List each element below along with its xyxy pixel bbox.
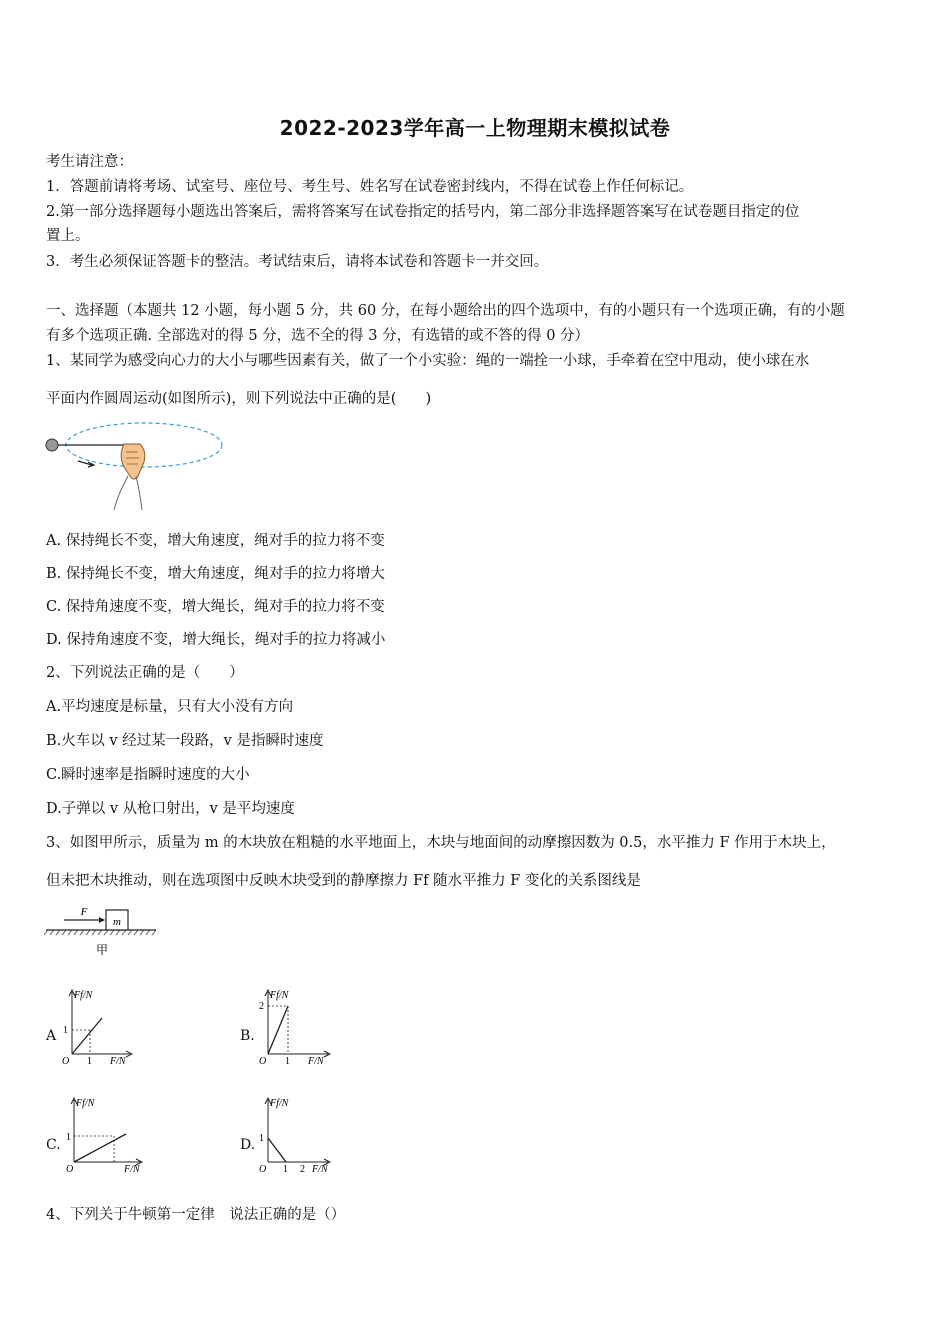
q3-option-d-letter: D.	[240, 1137, 256, 1153]
q2-option-d: D.子弹以 v 从枪口射出，v 是平均速度	[46, 801, 295, 817]
x-axis-label: F/N	[110, 1056, 126, 1067]
q1-figure-hand-ball	[40, 418, 230, 516]
q3-graph-b	[256, 986, 346, 1068]
q1-option-c: C. 保持角速度不变，增大绳长，绳对手的拉力将不变	[46, 599, 385, 615]
block-label: m	[113, 916, 121, 928]
q3-graph-c	[60, 1094, 156, 1176]
figure-caption: 甲	[95, 943, 109, 957]
q3-stem-line2: 但未把木块推动，则在选项图中反映木块受到的静摩擦力 Ff 随水平推力 F 变化的关系图线是	[46, 873, 641, 889]
q3-graph-a	[58, 986, 148, 1068]
section-heading-line1: 一、选择题（本题共 12 小题，每小题 5 分，共 60 分，在每小题给出的四个选项中，有的小题只有一个选项正确，有的小题	[46, 303, 845, 319]
y-axis-label: Ff/N	[76, 1098, 95, 1109]
x-axis-label: F/N	[308, 1056, 324, 1067]
y-axis-label: Ff/N	[270, 1098, 289, 1109]
q3-stem-line1: 3、如图甲所示，质量为 m 的木块放在粗糙的水平地面上，木块与地面间的动摩擦因数为 0.5，水平推力 F 作用于木块上，	[46, 835, 836, 851]
y-tick: 1	[63, 1025, 68, 1036]
q1-option-d: D. 保持角速度不变，增大绳长，绳对手的拉力将减小	[46, 632, 386, 648]
q3-option-b-letter: B.	[240, 1028, 255, 1044]
y-tick: 1	[259, 1133, 264, 1144]
notice-item-2: 2.第一部分选择题每小题选出答案后，需将答案写在试卷指定的括号内，第二部分非选择题答案写在试卷题目指定的位	[46, 204, 800, 220]
force-label: F	[80, 906, 88, 918]
q4-stem: 4、下列关于牛顿第一定律 说法正确的是（）	[46, 1207, 346, 1223]
y-tick: 1	[66, 1132, 71, 1143]
q1-stem-line2: 平面内作圆周运动(如图所示)，则下列说法中正确的是( )	[46, 391, 432, 407]
q2-option-a: A.平均速度是标量，只有大小没有方向	[46, 699, 294, 715]
section-heading-line2: 有多个选项正确. 全部选对的得 5 分，选不全的得 3 分，有选错的或不答的得 0 分）	[46, 328, 590, 344]
q2-option-c: C.瞬时速率是指瞬时速度的大小	[46, 767, 250, 783]
x-tick: 1	[87, 1056, 92, 1067]
q3-figure-block	[44, 900, 164, 962]
origin-label: O	[259, 1056, 267, 1067]
page-title: 2022-2023学年高一上物理期末模拟试卷	[279, 116, 671, 140]
x-tick: 1	[285, 1056, 290, 1067]
origin-label: O	[259, 1164, 267, 1175]
q3-graph-d	[256, 1094, 346, 1176]
y-tick: 2	[259, 1001, 264, 1012]
q1-option-b: B. 保持绳长不变，增大角速度，绳对手的拉力将增大	[46, 566, 385, 582]
x-axis-label: F/N	[312, 1164, 328, 1175]
q3-option-c-letter: C.	[46, 1137, 61, 1153]
q1-stem-line1: 1、某同学为感受向心力的大小与哪些因素有关，做了一个小实验：绳的一端拴一小球，手牵着在空中甩动，使小球在水	[46, 353, 810, 369]
notice-item-2-cont: 置上。	[46, 228, 90, 244]
q2-option-b: B.火车以 v 经过某一段路，v 是指瞬时速度	[46, 733, 324, 749]
origin-label: O	[62, 1056, 70, 1067]
x-tick: 1	[283, 1164, 288, 1175]
notice-item-3: 3．考生必须保证答题卡的整洁。考试结束后，请将本试卷和答题卡一并交回。	[46, 254, 549, 270]
q2-stem: 2、下列说法正确的是（ ）	[46, 665, 244, 681]
origin-label: O	[66, 1164, 74, 1175]
q1-option-a: A. 保持绳长不变，增大角速度，绳对手的拉力将不变	[46, 533, 385, 549]
y-axis-label: Ff/N	[270, 990, 289, 1001]
y-axis-label: Ff/N	[74, 990, 93, 1001]
notice-item-1: 1．答题前请将考场、试室号、座位号、考生号、姓名写在试卷密封线内，不得在试卷上作任何标记。	[46, 179, 694, 195]
q3-option-a-letter: A	[46, 1028, 57, 1044]
x-tick-2: 2	[300, 1164, 305, 1175]
x-axis-label: F/N	[124, 1164, 140, 1175]
notice-heading: 考生请注意：	[46, 154, 133, 170]
